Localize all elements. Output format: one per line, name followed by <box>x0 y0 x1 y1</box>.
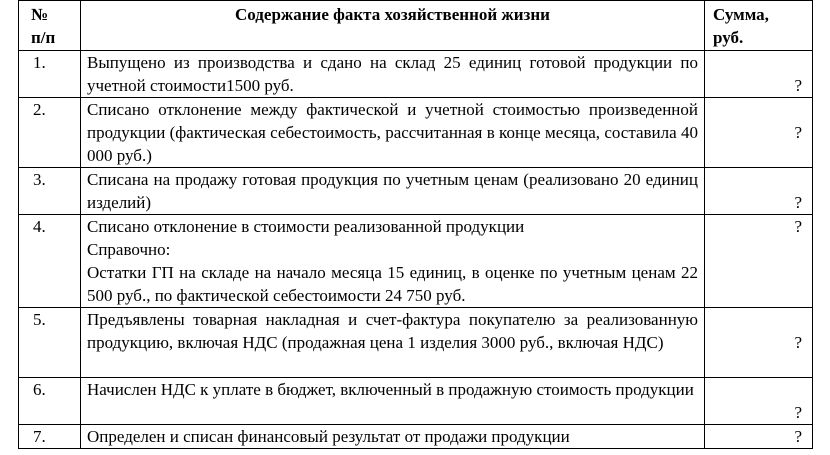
row-number: 3. <box>19 168 81 215</box>
row-description-line: Списано отклонение в стоимости реализованной продукции <box>87 217 525 236</box>
transactions-table <box>18 0 813 449</box>
table-row <box>19 51 813 98</box>
row-sum: ? <box>705 51 813 98</box>
row-sum: ? <box>705 308 813 378</box>
row-sum: ? <box>705 425 813 449</box>
header-number <box>19 1 81 51</box>
table-row <box>19 378 813 425</box>
header-number-label: п/п <box>31 28 56 47</box>
row-description: Предъявлены товарная накладная и счет-фактура покупателю за реализованную продукцию, включая НДС (продажная цена 1 изделия 3000 руб., включая НДС) <box>81 308 705 378</box>
header-number-symbol: № <box>31 5 49 24</box>
row-sum: ? <box>705 215 813 308</box>
header-sum <box>705 1 813 51</box>
table-header-row <box>19 1 813 51</box>
header-content: Содержание факта хозяйственной жизни <box>81 1 705 51</box>
header-sum-line1: Сумма, <box>713 5 769 24</box>
table-row <box>19 308 813 378</box>
table-row <box>19 215 813 308</box>
table-row <box>19 425 813 449</box>
row-description: Определен и списан финансовый результат от продажи продукции <box>81 425 705 449</box>
row-sum: ? <box>705 98 813 168</box>
header-sum-line2: руб. <box>713 28 744 47</box>
row-description <box>81 215 705 308</box>
row-description: Выпущено из производства и сдано на склад 25 единиц готовой продукции по учетной стоимости1500 руб. <box>81 51 705 98</box>
row-sum: ? <box>705 168 813 215</box>
table-row <box>19 168 813 215</box>
row-number: 4. <box>19 215 81 308</box>
row-description: Списано отклонение между фактической и учетной стоимостью произведенной продукции (фактическая себестоимость, рассчитанная в конце месяца, составила 40 000 руб.) <box>81 98 705 168</box>
row-number: 2. <box>19 98 81 168</box>
row-number: 7. <box>19 425 81 449</box>
transactions-table-wrapper <box>18 0 813 449</box>
row-number: 6. <box>19 378 81 425</box>
row-description: Начислен НДС к уплате в бюджет, включенный в продажную стоимость продукции <box>81 378 705 425</box>
row-sum: ? <box>705 378 813 425</box>
row-description: Списана на продажу готовая продукция по учетным ценам (реализовано 20 единиц изделий) <box>81 168 705 215</box>
table-row <box>19 98 813 168</box>
row-description-note: Остатки ГП на складе на начало месяца 15 единиц, в оценке по учетным ценам 22 500 руб., по фактической себестоимости 24 750 руб. <box>87 263 698 305</box>
row-number: 5. <box>19 308 81 378</box>
row-description-note-label: Справочно: <box>87 240 171 259</box>
row-number: 1. <box>19 51 81 98</box>
